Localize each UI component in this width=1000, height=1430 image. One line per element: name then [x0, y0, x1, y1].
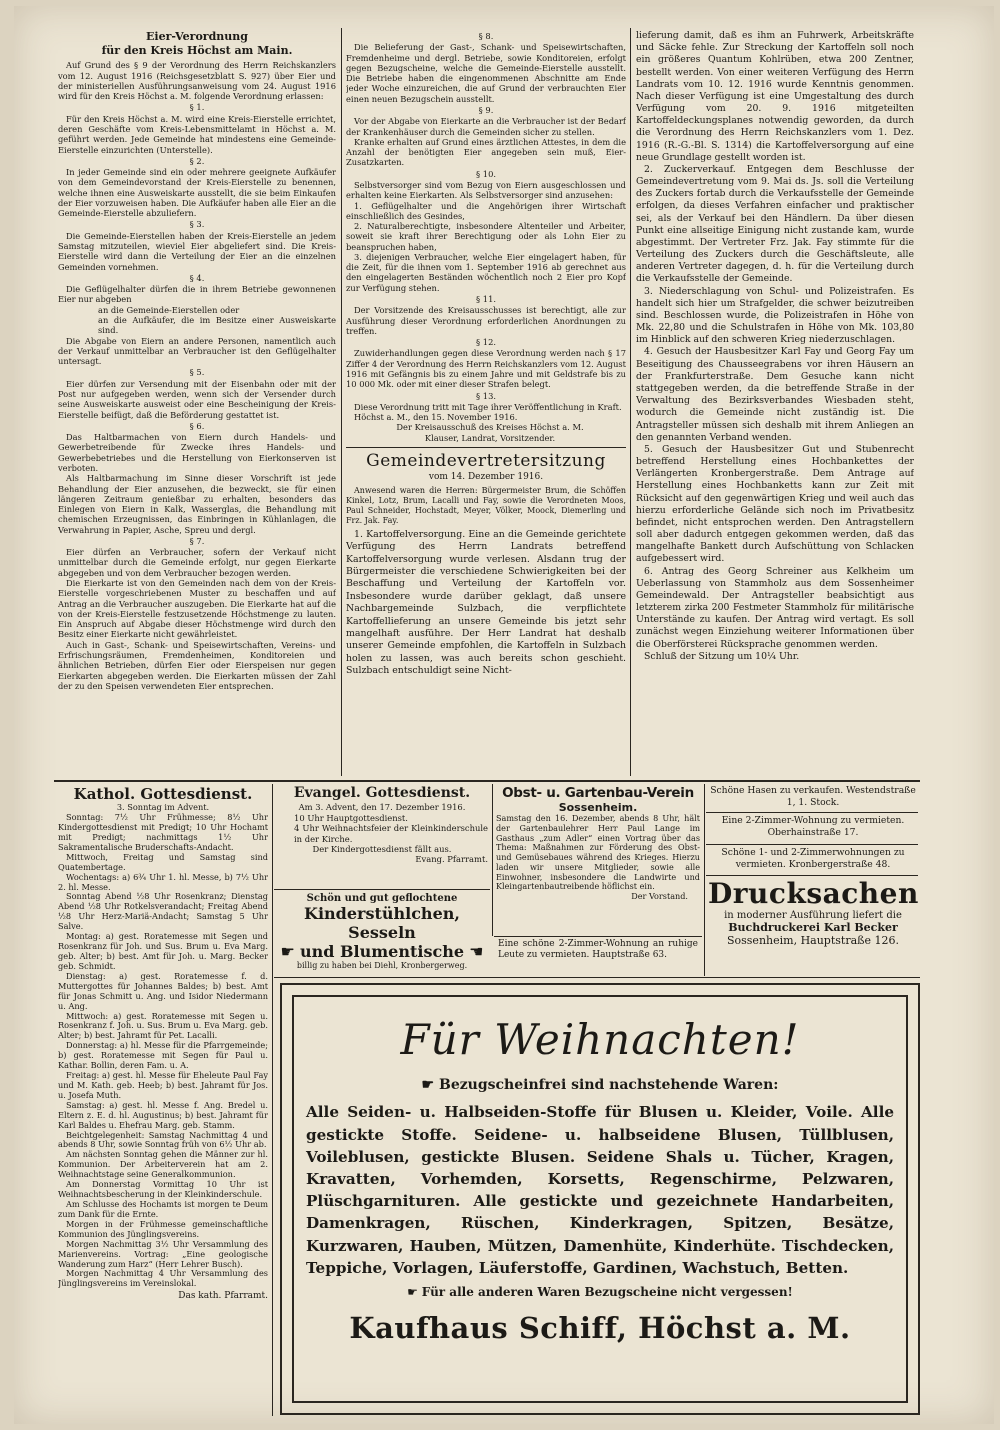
pointing-hand-icon: ☛: [280, 942, 295, 961]
kath-title: Kathol. Gottesdienst.: [73, 785, 253, 803]
column-divider: [630, 28, 631, 776]
section-text: Die Eierkarte ist von den Gemeinden nach dem von der Kreis-Eierstelle vorgeschriebenen Muster zu beschaffen und auf Antrag an die Verbraucher auszugeben. Die Eierkarte hat auf die von der Kreis-Eierstelle festzusetzende Höchstmenge zu lauten. Ein Anspruch auf Abgabe dieser Höchstmenge wird durch den Besitz einer Eierkarte nicht gewährleistet.: [58, 578, 336, 640]
gemeinde-date: vom 14. Dezember 1916.: [428, 472, 544, 483]
section-text: Eier dürfen zur Versendung mit der Eisenbahn oder mit der Post nur aufgegeben werden, wenn sich der Versender durch seine Ausweiskarte ausweist oder eine Bescheinigung der Kreis-Eierstelle beifügt, daß die Beförderung gestattet ist.: [58, 378, 336, 420]
section-heading: § 10.: [476, 168, 496, 179]
wohnung-ad: [498, 939, 698, 977]
schiff-firm: Kaufhaus Schiff, Höchst a. M.: [349, 1310, 851, 1345]
pointing-hand-icon: ☚: [469, 942, 484, 961]
kath-line: Wochentags: a) 6¾ Uhr 1. hl. Messe, b) 7½ Uhr 2. hl. Messe.: [58, 871, 268, 892]
gemeinde-point: 3. Niederschlagung von Schul- und Polizeistrafen. Es handelt sich hier um Strafgelder, die schwer beizutreiben sind. Beschlossen wurde, die Polizeistrafen in Höhe von Mk. 22,80 und die Schulstrafen in Höhe von Mk. 103,80 im Hinblick auf den schweren Krieg niederzuschlagen.: [636, 285, 914, 346]
section-text: an die Aufkäufer, die im Besitze einer Ausweiskarte sind.: [98, 315, 336, 336]
section-text: Die Belieferung der Gast-, Schank- und Speisewirtschaften, Fremdenheime und dergl. Betriebe, sowie Konditoreien, erfolgt gegen Bezugscheine, welche die Gemeinde-Eierstelle ausstellt. Die Betriebe haben die eingenommenen Abschnitte am Ende jeder Woche einzureichen, die auf Grund der verbrauchten Eier einen neuen Bezugschein ausstellt.: [346, 42, 626, 104]
kath-line: Morgen Nachmittag 3½ Uhr Versammlung des Marienvereins. Vortrag: „Eine geologische Wanderung zum Harz“ (Herr Lehrer Busch).: [58, 1238, 268, 1269]
wohnung-ad: [708, 847, 918, 873]
ad-separator: [706, 812, 918, 813]
evang-date: Am 3. Advent, den 17. Dezember 1916.: [298, 802, 466, 813]
kinder-ad: [276, 893, 488, 973]
gemeinde-present: Anwesend waren die Herren: Bürgermeister Brum, die Schöffen Kinkel, Lotz, Brum, Lacalli und Fay, sowie die Verordneten Moos, Paul Schneider, Hochstadt, Meyer, Völker, Moock, Diemerling und Frz. Jak. Fay.: [346, 486, 626, 525]
column-1: [58, 30, 336, 778]
section-heading: § 13.: [476, 390, 496, 401]
kinder-headline: Kinderstühlchen, Sesseln: [304, 904, 460, 942]
list-item: 2. Naturalberechtigte, insbesondere Altenteiler und Arbeiter, soweit sie kraft ihrer Berechtigung oder als Lohn Eier zu beanspruchen haben,: [346, 221, 626, 252]
obst-title: Obst- u. Gartenbau-Verein: [502, 785, 694, 801]
wohnung-ad: [708, 815, 918, 841]
section-text: Der Vorsitzende des Kreisausschusses ist berechtigt, alle zur Ausführung dieser Verordnung erforderlichen Anordnungen zu treffen.: [346, 305, 626, 336]
druck-address: Sossenheim, Hauptstraße 126.: [726, 934, 899, 948]
section-separator: [54, 780, 920, 782]
kinder-headline-2: ☛ und Blumentische ☚: [280, 942, 484, 961]
kath-line: Mittwoch: a) gest. Roratemesse mit Segen u. Rosenkranz f. Joh. u. Sus. Brum u. Eva Marg. geb. Alter; b) best. Jahramt für Pet. Lacalli.: [58, 1010, 268, 1041]
eier-subtitle: für den Kreis Höchst am Main.: [101, 43, 293, 57]
section-rule: [346, 447, 626, 448]
schiff-note: Für alle anderen Waren Bezugscheine nicht vergessen!: [421, 1284, 793, 1299]
drucksachen-ad: [708, 878, 918, 976]
schiff-content: [306, 1009, 894, 1389]
schiff-subtitle-row: [306, 1077, 894, 1093]
gemeinde-point: 5. Gesuch der Hausbesitzer Gut und Stubenrecht betreffend Herstellung eines Hochbankettes der Verlängerten Kronbergerstraße. Dem Antrage auf Herstellung eines Hochbanketts kann zur Zeit mit Rücksicht auf den gegenwärtigen Krieg und weil auch das hierzu erforderliche Gelände sich noch im Privatbesitz befindet, nicht entsprochen werden. Den Antragstellern soll aber dadurch entgegen gekommen werden, daß das mangelhafte Bankett durch Aufschüttung von Schlacken aufgebessert wird.: [636, 443, 914, 565]
section-text: Die Abgabe von Eiern an andere Personen, namentlich auch der Verkauf unmittelbar an Verbraucher ist den Geflügelhalter untersagt.: [58, 335, 336, 367]
gemeinde-point: 2. Zuckerverkauf. Entgegen dem Beschlusse der Gemeindevertretung vom 9. Mai ds. Js. soll die Verteilung des Zuckers fortab durch die Verkaufsstelle der Gemeinde erfolgen, da dieses Verfahren einfacher und praktischer sei, als der Verkauf bei den Händlern. Da über diesen Punkt eine allseitige Einigung nicht zustande kam, wurde abgestimmt. Der Vertreter Frz. Jak. Fay stimmte für die Verteilung des Zuckers durch die Geschäftsleute, alle anderen Vertreter dagegen, d. h. für die Verteilung durch die Verkaufsstelle der Gemeinde.: [636, 163, 914, 285]
column-divider: [492, 784, 493, 936]
section-text: In jeder Gemeinde sind ein oder mehrere geeignete Aufkäufer von dem Gemeindevorstand der Kreis-Eierstelle zu benennen, welche ihnen eine Ausweiskarte ausstellt, die sie beim Einkaufen der Eier vorzuweisen haben. Die Aufkäufer haben alle Eier an die Gemeinde-Eierstelle abzuliefern.: [58, 167, 336, 219]
ad-separator: [706, 875, 918, 876]
eier-title: Eier-Verordnung: [146, 30, 248, 43]
druck-line: in moderner Ausführung liefert die: [724, 910, 902, 922]
schiff-subtitle: Bezugscheinfrei sind nachstehende Waren:: [438, 1077, 779, 1094]
evang-line: Der Kindergottesdienst fällt aus.: [312, 844, 452, 855]
section-heading: § 8.: [478, 31, 494, 41]
gemeinde-title: Gemeindevertretersitzung: [366, 450, 606, 471]
kath-line: Am Schlusse des Hochamts ist morgen te Deum zum Dank für die Ernte.: [58, 1199, 268, 1219]
list-item: 1. Geflügelhalter und die Angehörigen ihrer Wirtschaft einschließlich des Gesindes,: [346, 200, 626, 221]
kath-line: Sonntag: 7½ Uhr Frühmesse; 8½ Uhr Kindergottesdienst mit Predigt; 10 Uhr Hochamt mit Predigt; nachmittags 1½ Uhr Sakramentalische Bruderschafts-Andacht.: [58, 812, 268, 852]
section-heading: § 4.: [189, 272, 205, 283]
section-heading: § 12.: [476, 337, 496, 348]
section-text: Kranke erhalten auf Grund eines ärztlichen Attestes, in dem die Anzahl der benötigten Eier angegeben sein muß, Eier-Zusatzkarten.: [346, 136, 626, 168]
hasen-text: Schöne Hasen zu verkaufen. Westendstraße 1, 1. Stock.: [710, 785, 916, 808]
section-heading: § 5.: [189, 367, 205, 378]
wohnung-text: Schöne 1- und 2-Zimmerwohnungen zu vermieten. Kronbergerstraße 48.: [721, 847, 905, 870]
section-text: Die Gemeinde-Eierstellen haben der Kreis-Eierstelle an jedem Samstag mitzuteilen, wieviel Eier abgeliefert sind. Die Kreis-Eierstelle wird dann die Verteilung der Eier an die einzelnen Gemeinden vornehmen.: [58, 230, 336, 272]
kath-line: Sonntag Abend ½8 Uhr Rosenkranz; Dienstag Abend ½8 Uhr Rotkelsverandacht; Freitag Abend ½8 Uhr Herz-Mariä-Andacht; Samstag 5 Uhr Salve.: [58, 891, 268, 932]
section-text: Eier dürfen an Verbraucher, sofern der Verkauf nicht unmittelbar durch die Gemeinde erfolgt, nur gegen Eierkarte abgegeben und von dem Verbraucher bezogen werden.: [58, 547, 336, 578]
kath-subtitle: 3. Sonntag im Advent.: [116, 802, 210, 813]
gemeinde-point: lieferung damit, daß es ihm an Fuhrwerk, Arbeitskräfte und Säcke fehle. Zur Streckung der Kartoffeln soll noch ein größeres Quantum Kohlrüben, etwa 200 Zentner, bestellt werden. Von einer weiteren Verfügung des Herrn Landrats vom 10. 12. 1916 wurde Kenntnis genommen. Nach dieser Verfügung ist eine Umgestaltung des durch Verfügung vom 20. 9. 1916 mitgeteilten Kartoffeldeckungsplanes notwendig geworden, da durch die Verordnung des Herrn Reichskanzlers vom 1. Dez. 1916 (R.-G.-Bl. S. 1314) die Kartoffelversorgung auf eine neue Grundlage gestellt worden ist.: [636, 30, 914, 163]
obst-signature: Der Vorstand.: [631, 891, 688, 901]
druck-firm: Buchdruckerei Karl Becker: [728, 921, 898, 935]
pointing-hand-icon: ☛: [421, 1077, 435, 1094]
kinder-line: Schön und gut geflochtene: [306, 893, 458, 904]
list-item: 3. diejenigen Verbraucher, welche Eier eingelagert haben, für die Zeit, für die ihnen vom 1. September 1916 ab gerechnet aus den eingelagerten Beständen wöchentlich noch 2 Eier pro Kopf zur Verfügung stehen.: [346, 251, 626, 293]
kath-gottesdienst: [58, 785, 268, 1415]
section-heading: § 2.: [189, 155, 205, 166]
eier-intro: Auf Grund des § 9 der Verordnung des Herrn Reichskanzlers vom 12. August 1916 (Reichsgesetzblatt S. 927) über Eier und der ministeriellen Ausführungsanweisung vom 24. August 1916 wird für den Kreis Höchst a. M. folgende Verordnung erlassen:: [58, 60, 336, 102]
column-divider: [341, 28, 342, 776]
evang-line: 4 Uhr Weihnachtsfeier der Kleinkinderschule in der Kirche.: [294, 823, 488, 844]
section-text: Vor der Abgabe von Eierkarte an die Verbraucher ist der Bedarf der Krankenhäuser durch die Gemeinden sicher zu stellen.: [346, 116, 626, 137]
section-heading: § 3.: [189, 219, 205, 230]
gemeinde-point: 4. Gesuch der Hausbesitzer Karl Fay und Georg Fay um Beseitigung des Chausseegrabens vor ihren Häusern an der Frankfurterstraße. Dem Gesuche kann nicht stattgegeben werden, da die betreffende Straße in der Verwaltung des Bezirksverbandes Wiesbaden steht, wodurch die Gemeinde nicht zuständig ist. Die Antragsteller müssen sich deshalb mit ihrem Anliegen an den genannten Verband wenden.: [636, 346, 914, 443]
schiff-note-row: [306, 1285, 894, 1299]
gemeinde-point: 1. Kartoffelversorgung. Eine an die Gemeinde gerichtete Verfügung des Herrn Landrats betreffend Kartoffelversorgung wurde verlesen. Alsdann trug der Bürgermeister die verschiedene Schwierigkeiten bei der Beschaffung und Verteilung der Kartoffeln vor. Insbesondere wurde darüber geklagt, daß unsere Nachbargemeinde Sulzbach, die verpflichtete Kartoffellieferung an unsere Gemeinde bis jetzt sehr mangelhaft ausführe. Der Herr Landrat hat deshalb unserer Gemeinde empfohlen, die Kartoffeln in Sulzbach holen zu lassen, was auch bereits schon geschieht. Sulzbach entschuldigt seine Nicht-: [346, 528, 626, 677]
column-2: [346, 30, 626, 778]
section-heading: § 9.: [478, 104, 494, 115]
ad-separator: [274, 889, 490, 890]
evang-signature: Evang. Pfarramt.: [415, 854, 488, 865]
kath-line: Samstag: a) gest. hl. Messe f. Ang. Bredel u. Eltern z. E. d. hl. Augustinus; b) best. Jahramt für Karl Baldes u. Ehefrau Marg. geb. Stamm.: [58, 1099, 268, 1130]
kath-line: Donnerstag: a) hl. Messe für die Pfarrgemeinde; b) gest. Roratemesse mit Segen für Paul u. Kathar. Bollin, deren Fam. u. A.: [58, 1040, 268, 1071]
kath-line: Am nächsten Sonntag gehen die Männer zur hl. Kommunion. Der Arbeiterverein hat am 2. Weihnachtstage seine Generalkommunion.: [58, 1149, 268, 1180]
column-3: [636, 30, 914, 778]
kath-line: Morgen in der Frühmesse gemeinschaftliche Kommunion des Jünglingsvereins.: [58, 1218, 268, 1239]
ad-separator: [494, 936, 702, 937]
section-heading: § 11.: [476, 294, 496, 305]
ad-separator: [274, 977, 920, 978]
section-heading: § 6.: [189, 420, 205, 431]
kath-line: Freitag: a) gest. hl. Messe für Eheleute Paul Fay und M. Kath. geb. Heeb; b) best. Jahramt für Jos. u. Josefa Muth.: [58, 1070, 268, 1100]
schiff-ad: [280, 983, 920, 1415]
section-text: Diese Verordnung tritt mit Tage ihrer Veröffentlichung in Kraft.: [354, 401, 622, 412]
section-text: Zuwiderhandlungen gegen diese Verordnung werden nach § 17 Ziffer 4 der Verordnung des Herrn Reichskanzlers vom 12. August 1916 mit Gefängnis bis zu einem Jahre und mit Geldstrafe bis zu 10 000 Mk. oder mit einer dieser Strafen belegt.: [346, 348, 626, 390]
evang-gottesdienst: [276, 785, 488, 887]
wohnung-text: Eine schöne 2-Zimmer-Wohnung an ruhige Leute zu vermieten. Hauptstraße 63.: [498, 939, 698, 961]
obst-text: Samstag den 16. Dezember, abends 8 Uhr, hält der Gartenbaulehrer Herr Paul Lange im Gasthaus „zum Adler“ einen Vortrag über das Thema: Maßnahmen zur Förderung des Obst- und Gemüsebaues während des Krieges. Hierzu laden wir unsere Mitglieder, sowie alle Einwohner, insbesondere die Landwirte und Kleingartenbautreibende höflichst ein.: [496, 813, 700, 892]
hasen-ad: [708, 785, 918, 811]
section-text: Als Haltbarmachung im Sinne dieser Vorschrift ist jede Behandlung der Eier anzusehen, die bezweckt, sie für einen längeren Zeitraum genießbar zu erhalten, besonders das Einlegen von Eiern in Kalk, Wasserglas, die Behandlung mit chemischen Erzeugnissen, das Einbringen in Kühlanlagen, die Verwahrung in Papier, Asche, Spreu und dergl.: [58, 473, 336, 535]
obst-ad: [496, 785, 700, 935]
pointing-hand-icon: ☛: [407, 1284, 418, 1299]
newspaper-page: [14, 6, 994, 1424]
decree-signature: Der Kreisausschuß des Kreises Höchst a. M.: [396, 422, 584, 433]
schiff-title: Für Weihnachten!: [400, 1015, 800, 1064]
column-divider: [704, 784, 705, 976]
kath-line: Mittwoch, Freitag und Samstag sind Quatembertage.: [58, 851, 268, 872]
section-text: Für den Kreis Höchst a. M. wird eine Kreis-Eierstelle errichtet, deren Geschäfte vom Kreis-Lebensmittelamt in Höchst a. M. geführt werden. Jede Gemeinde hat mindestens eine Gemeinde-Eierstelle einzurichten (Unterstelle).: [58, 113, 336, 155]
kath-line: Montag: a) gest. Roratemesse mit Segen und Rosenkranz für Joh. und Sus. Brum u. Eva Marg. geb. Alter; b) best. Amt für Joh. u. Marg. Becker geb. Schmidt.: [58, 931, 268, 971]
druck-title: Drucksachen: [708, 877, 919, 910]
section-heading: § 7.: [189, 535, 205, 546]
section-text: an die Gemeinde-Eierstellen oder: [98, 304, 240, 315]
decree-date: Höchst a. M., den 15. November 1916.: [354, 412, 518, 423]
section-text: Die Geflügelhalter dürfen die in ihrem Betriebe gewonnenen Eier nur abgeben: [58, 284, 336, 305]
column-divider: [272, 784, 273, 1416]
evang-line: 10 Uhr Hauptgottesdienst.: [294, 812, 408, 823]
section-heading: § 1.: [189, 102, 205, 113]
gemeinde-point: 6. Antrag des Georg Schreiner aus Kelkheim um Ueberlassung von Stammholz aus dem Sossenheimer Gemeindewald. Der Antragsteller beabsichtigt aus letzterem zirka 200 Festmeter Stammholz für militärische Unterstände zu kaufen. Der Antrag wird vertagt. Es soll zunächst wegen Einziehung weiterer Informationen über die Oberförsterei Rücksprache genommen werden.: [636, 565, 914, 650]
evang-title: Evangel. Gottesdienst.: [293, 785, 471, 801]
wohnung-text: Eine 2-Zimmer-Wohnung zu vermieten. Oberhainstraße 17.: [721, 815, 905, 838]
schiff-list: Alle Seiden- u. Halbseiden-Stoffe für Blusen u. Kleider, Voile. Alle gestickte Stoffe. Seidene- u. halbseidene Blusen, Tüllblusen, Voileblusen, gestickte Blusen. Seidene Shals u. Tücher, Kragen, Kravatten, Vorhemden, Korsetts, Regenschirme, Pelzwaren, Plüschgarnituren. Alle gestickte und gezeichnete Handarbeiten, Damenkragen, Rüschen, Kinderkragen, Spitzen, Besätze, Kurzwaren, Hauben, Mützen, Damenhüte, Kinderhüte. Tischdecken, Teppiche, Vorlagen, Läuferstoffe, Gardinen, Wachstuch, Betten.: [306, 1103, 894, 1277]
kath-line: Dienstag: a) gest. Roratemesse f. d. Muttergottes für Johannes Baldes; b) best. Amt für Jonas Schmitt u. Ang. und Isidor Niedermann u. Ang.: [58, 970, 268, 1011]
ad-separator: [706, 844, 918, 845]
section-text: Auch in Gast-, Schank- und Speisewirtschaften, Vereins- und Erfrischungsräumen, Fremdenheimen, Konditoreien und ähnlichen Betrieben, dürfen Eier oder Eierspeisen nur gegen Eierkarten abgegeben werden. Die Eierkarten müssen der Zahl der zu den Speisen verwendeten Eier entsprechen.: [58, 639, 336, 691]
section-text: Das Haltbarmachen von Eiern durch Handels- und Gewerbetreibende für Zwecke ihres Handels- und Gewerbebetriebes und die Herstellung von Eierkonserven ist verboten.: [58, 432, 336, 473]
kinder-footer: billig zu haben bei Diehl, Kronbergerweg.: [296, 961, 468, 970]
kath-line: Am Donnerstag Vormittag 10 Uhr ist Weihnachtsbescherung in der Kleinkinderschule.: [58, 1179, 268, 1200]
kath-line: Morgen Nachmittag 4 Uhr Versammlung des Jünglingsvereins im Vereinslokal.: [58, 1268, 268, 1289]
kath-signature: Das kath. Pfarramt.: [178, 1291, 268, 1302]
kath-lines: [58, 813, 268, 1289]
decree-signature-name: Klauser, Landrat, Vorsitzender.: [424, 432, 556, 443]
section-text: Selbstversorger sind vom Bezug von Eiern ausgeschlossen und erhalten keine Eierkarten. Als Selbstversorger sind anzusehen:: [346, 179, 626, 201]
kath-line: Beichtgelegenheit: Samstag Nachmittag 4 und abends 8 Uhr, sowie Sonntag früh von 6½ Uhr ab.: [58, 1129, 268, 1150]
obst-place: Sossenheim.: [558, 801, 638, 815]
gemeinde-closing: Schluß der Sitzung um 10¼ Uhr.: [644, 650, 800, 662]
